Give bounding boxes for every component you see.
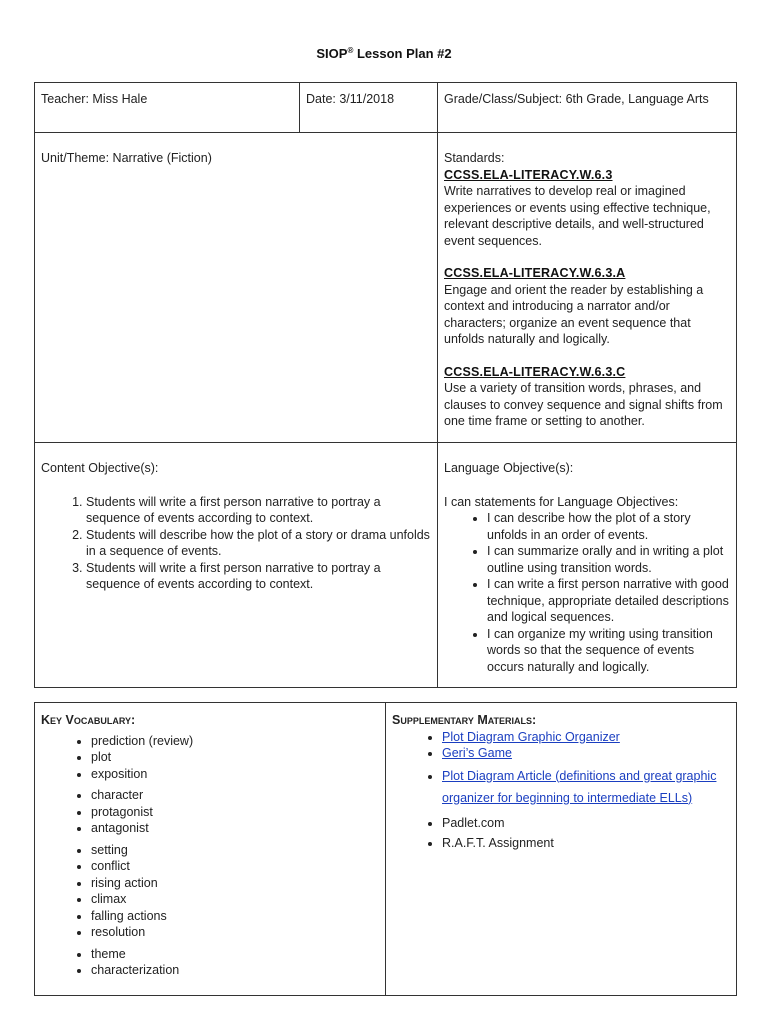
vocabulary-label: Key Vocabulary: [41, 713, 136, 727]
content-objectives-label: Content Objective(s): [41, 461, 159, 475]
language-objectives-label: Language Objective(s): [444, 461, 574, 475]
material-link[interactable]: Plot Diagram Graphic Organizer [442, 729, 620, 744]
list-item: 1. Students will write a first person narrative to portray a sequence of events according to context. [86, 494, 431, 527]
list-item: • antagonist [91, 820, 379, 837]
material-link[interactable]: Geri’s Game [442, 746, 512, 760]
list-item: • Padlet.com [442, 813, 730, 833]
list-item: • exposition [91, 766, 379, 783]
page-title [0, 46, 768, 61]
list-item: • conflict [91, 858, 379, 875]
date-cell: Date: 3/11/2018 [300, 83, 438, 133]
list-item: • climax [91, 891, 379, 908]
standard-code: CCSS.ELA-LITERACY.W.6.3.A [444, 266, 626, 280]
language-objectives-intro: I can statements for Language Objectives: [444, 494, 679, 509]
teacher-cell: Teacher: Miss Hale [35, 83, 300, 133]
material-link[interactable]: Plot Diagram Article (definitions and great graphic organizer for beginning to intermediate ELLs) [442, 768, 717, 805]
list-item [442, 729, 730, 746]
list-item: • R.A.F.T. Assignment [442, 833, 730, 853]
content-objectives-list [41, 494, 431, 593]
list-item: • resolution [91, 924, 379, 941]
standard-text: Use a variety of transition words, phrases, and clauses to convey sequence and signal shifts from one time frame or setting to another. [444, 381, 723, 428]
lesson-plan-table [34, 82, 737, 688]
vocabulary-materials-table [34, 702, 737, 996]
materials-label: Supplementary Materials: [392, 713, 537, 727]
list-item [442, 745, 730, 762]
list-item: • prediction (review) [91, 733, 379, 750]
list-item: • protagonist [91, 804, 379, 821]
materials-cell [386, 703, 737, 996]
list-item: • plot [91, 749, 379, 766]
list-item: • character [91, 787, 379, 804]
registered-mark: ® [347, 46, 354, 55]
vocabulary-cell [35, 703, 386, 996]
unit-cell: Unit/Theme: Narrative (Fiction) [35, 133, 438, 443]
standard-code: CCSS.ELA-LITERACY.W.6.3.C [444, 364, 626, 379]
standards-cell [438, 133, 737, 443]
list-item: • rising action [91, 875, 379, 892]
grade-cell: Grade/Class/Subject: 6th Grade, Language Arts [438, 83, 737, 133]
language-objectives-list [444, 510, 730, 675]
standard-code: CCSS.ELA-LITERACY.W.6.3 [444, 167, 613, 182]
materials-list [392, 729, 730, 853]
list-item: • I can write a first person narrative with good technique, appropriate detailed descriptions and logical sequences. [487, 576, 730, 626]
list-item: • I can describe how the plot of a story unfolds in an order of events. [487, 510, 730, 543]
standards-label: Standards: [444, 151, 505, 165]
list-item: 2. Students will describe how the plot of a story or drama unfolds in a sequence of events. [86, 527, 431, 560]
list-item: • falling actions [91, 908, 379, 925]
vocabulary-list [41, 733, 379, 979]
list-item: • I can organize my writing using transition words so that the sequence of events occurs naturally and logically. [487, 626, 730, 676]
standard-text: Engage and orient the reader by establishing a context and introducing a narrator and/or characters; organize an event sequence that unfolds naturally and logically. [444, 282, 704, 346]
list-item: • theme [91, 946, 379, 963]
list-item: • setting [91, 842, 379, 859]
list-item: • characterization [91, 962, 379, 979]
title-text: SIOP [316, 46, 348, 61]
title-rest: Lesson Plan #2 [356, 46, 452, 61]
language-objectives-cell [438, 443, 737, 688]
list-item [442, 765, 730, 809]
content-objectives-cell [35, 443, 438, 688]
list-item: • I can summarize orally and in writing a plot outline using transition words. [487, 543, 730, 576]
standard-text: Write narratives to develop real or imagined experiences or events using effective technique, relevant descriptive details, and well-structured event sequences. [444, 184, 711, 248]
list-item: 3. Students will write a first person narrative to portray a sequence of events according to context. [86, 560, 431, 593]
